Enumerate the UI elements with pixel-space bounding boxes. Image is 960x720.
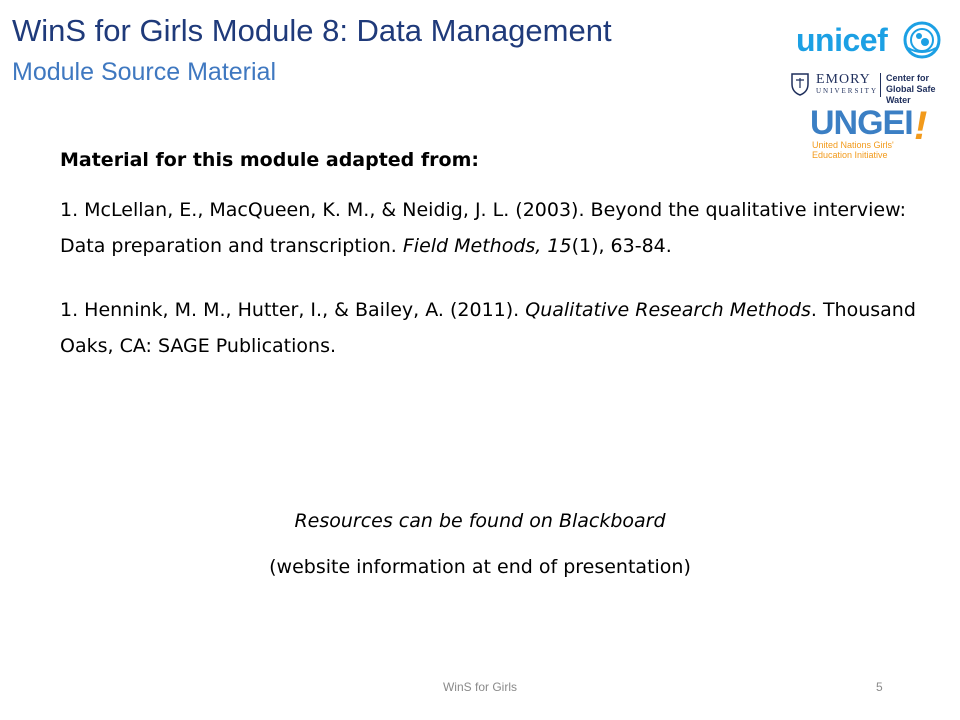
reference-1-journal: Field Methods, 15 [402,235,572,257]
reference-2-text: 1. Hennink, M. M., Hutter, I., & Bailey, A. (2011). [60,299,526,321]
page-number: 5 [876,680,883,694]
shield-icon [790,72,810,96]
emory-center-line2: Global Safe Water [886,84,936,105]
emory-university: UNIVERSITY [816,87,878,95]
unicef-wordmark: unicef [796,22,888,58]
ungei-exclamation: ! [914,104,928,148]
emory-center-text [886,73,956,106]
partner-logos [786,14,956,160]
unicef-logo [796,14,946,68]
slide-title: WinS for Girls Module 8: Data Management [12,13,612,48]
emory-logo [790,72,956,105]
reference-1-issue: (1), 63-84. [571,235,672,257]
reference-2 [60,292,930,364]
resources-note [0,502,960,586]
ungei-wordmark: UNGEI [810,104,913,142]
emory-center-line1: Center for [886,73,930,83]
emory-wordmark [816,72,878,96]
ungei-tagline-line1: United Nations Girls' [812,140,894,150]
footer-text: WinS for Girls [442,680,517,694]
slide-body [60,142,930,392]
reference-2-publisher: . Thousand Oaks, CA: SAGE Publications. [60,299,916,357]
ungei-tagline-line2: Education Initiative [812,150,888,160]
globe-icon [902,20,942,60]
resources-line: Resources can be found on Blackboard [294,510,666,532]
reference-1-text: 1. McLellan, E., MacQueen, K. M., & Neidig, J. L. (2003). Beyond the qualitative interview: Data preparation and transcription. [60,199,906,257]
emory-divider [880,73,881,97]
reference-1 [60,192,930,264]
slide-subtitle: Module Source Material [12,58,277,86]
website-info-line: (website information at end of presentation) [269,556,691,578]
sources-heading: Material for this module adapted from: [60,149,479,171]
emory-name: EMORY [816,72,871,87]
reference-2-title: Qualitative Research Methods [525,299,811,321]
